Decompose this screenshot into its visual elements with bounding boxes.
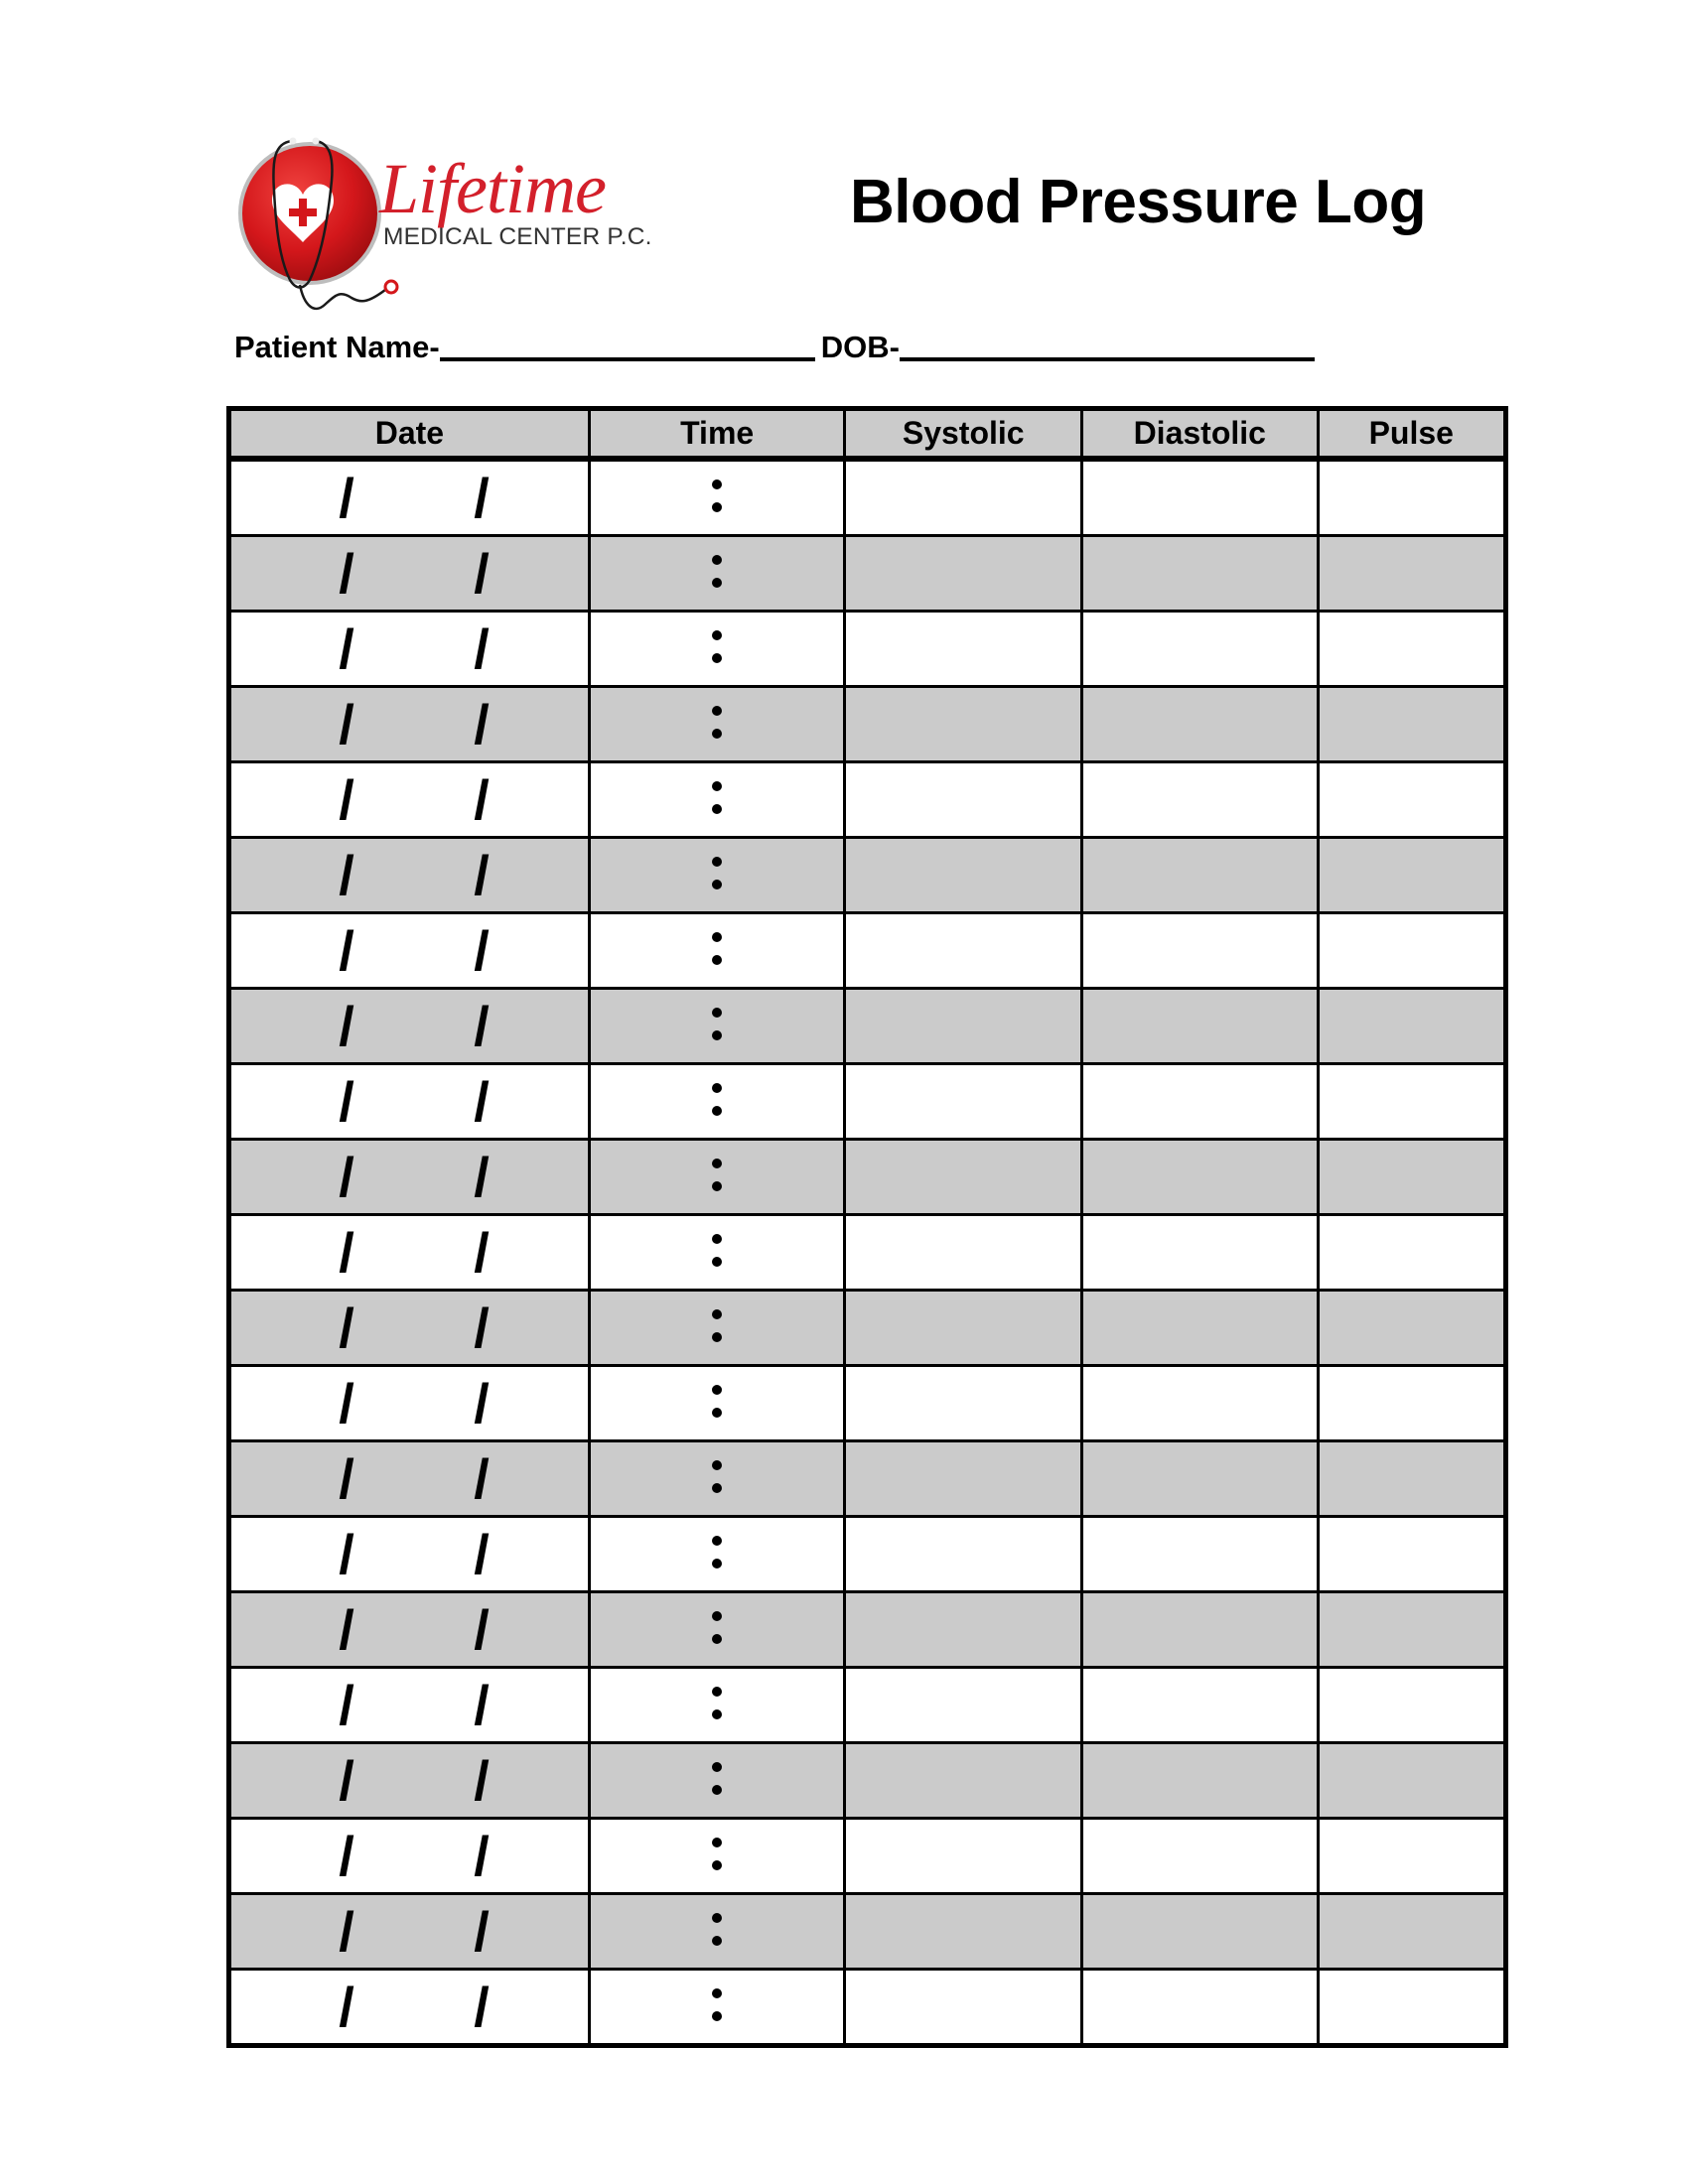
column-header-pulse: Pulse [1318, 409, 1505, 460]
time-cell[interactable] [589, 762, 845, 838]
pulse-cell[interactable] [1318, 1215, 1505, 1291]
date-cell[interactable] [229, 1819, 590, 1894]
table-row [229, 1592, 1506, 1668]
diastolic-cell[interactable] [1081, 536, 1318, 612]
systolic-cell[interactable] [845, 1064, 1082, 1140]
table-row [229, 687, 1506, 762]
diastolic-cell[interactable] [1081, 762, 1318, 838]
time-separator [712, 928, 722, 968]
table-row [229, 1668, 1506, 1743]
date-separator: / [339, 994, 354, 1057]
date-separator: / [339, 1899, 354, 1963]
time-separator [712, 1155, 722, 1194]
date-separator: / [474, 1673, 490, 1736]
diastolic-cell[interactable] [1081, 1215, 1318, 1291]
systolic-cell[interactable] [845, 1140, 1082, 1215]
date-separator: / [339, 1069, 354, 1133]
time-separator [712, 1381, 722, 1421]
pulse-cell[interactable] [1318, 1140, 1505, 1215]
column-header-time: Time [589, 409, 845, 460]
pulse-cell[interactable] [1318, 1668, 1505, 1743]
pulse-cell[interactable] [1318, 1517, 1505, 1592]
date-cell[interactable] [229, 612, 590, 687]
table-row [229, 1517, 1506, 1592]
date-cell[interactable] [229, 1366, 590, 1441]
date-separator: / [474, 767, 490, 831]
time-cell[interactable] [589, 612, 845, 687]
date-cell[interactable] [229, 1970, 590, 2046]
date-cell[interactable] [229, 838, 590, 913]
time-separator [712, 476, 722, 515]
pulse-cell[interactable] [1318, 1743, 1505, 1819]
time-cell[interactable] [589, 1970, 845, 2046]
date-cell[interactable] [229, 1215, 590, 1291]
date-cell[interactable] [229, 1668, 590, 1743]
time-separator [712, 1230, 722, 1270]
pulse-cell[interactable] [1318, 1441, 1505, 1517]
time-cell[interactable] [589, 1592, 845, 1668]
time-separator [712, 1834, 722, 1873]
date-cell[interactable] [229, 1064, 590, 1140]
blood-pressure-log-table [226, 406, 1508, 2048]
pulse-cell[interactable] [1318, 838, 1505, 913]
pulse-cell[interactable] [1318, 762, 1505, 838]
diastolic-cell[interactable] [1081, 1441, 1318, 1517]
table-row [229, 1064, 1506, 1140]
pulse-cell[interactable] [1318, 1894, 1505, 1970]
date-cell[interactable] [229, 989, 590, 1064]
pulse-cell[interactable] [1318, 989, 1505, 1064]
systolic-cell[interactable] [845, 459, 1082, 536]
logo-subtitle: MEDICAL CENTER P.C. [383, 223, 652, 250]
column-header-diastolic: Diastolic [1081, 409, 1318, 460]
systolic-cell[interactable] [845, 1894, 1082, 1970]
date-cell[interactable] [229, 536, 590, 612]
table-header-row [229, 409, 1506, 460]
pulse-cell[interactable] [1318, 913, 1505, 989]
time-separator [712, 777, 722, 817]
pulse-cell[interactable] [1318, 1064, 1505, 1140]
date-separator: / [474, 616, 490, 680]
diastolic-cell[interactable] [1081, 838, 1318, 913]
date-cell[interactable] [229, 1743, 590, 1819]
systolic-cell[interactable] [845, 838, 1082, 913]
systolic-cell[interactable] [845, 1215, 1082, 1291]
date-separator: / [474, 1069, 490, 1133]
date-separator: / [474, 994, 490, 1057]
date-separator: / [339, 1597, 354, 1661]
table-row [229, 1366, 1506, 1441]
time-cell[interactable] [589, 459, 845, 536]
table-row [229, 1291, 1506, 1366]
pulse-cell[interactable] [1318, 1970, 1505, 2046]
date-separator: / [339, 1220, 354, 1284]
date-separator: / [339, 1145, 354, 1208]
table-row [229, 913, 1506, 989]
pulse-cell[interactable] [1318, 459, 1505, 536]
systolic-cell[interactable] [845, 1366, 1082, 1441]
table-row [229, 762, 1506, 838]
time-cell[interactable] [589, 1366, 845, 1441]
date-separator: / [339, 843, 354, 906]
patient-name-field[interactable] [440, 328, 815, 361]
date-cell[interactable] [229, 762, 590, 838]
time-separator [712, 551, 722, 591]
table-row [229, 612, 1506, 687]
systolic-cell[interactable] [845, 536, 1082, 612]
time-separator [712, 1532, 722, 1571]
systolic-cell[interactable] [845, 1592, 1082, 1668]
dob-label: DOB- [820, 330, 900, 364]
systolic-cell[interactable] [845, 989, 1082, 1064]
systolic-cell[interactable] [845, 1291, 1082, 1366]
dob-field[interactable] [900, 328, 1315, 361]
table-row [229, 1215, 1506, 1291]
table-row [229, 1819, 1506, 1894]
date-cell[interactable] [229, 1441, 590, 1517]
date-separator: / [474, 541, 490, 605]
date-separator: / [339, 1748, 354, 1812]
time-cell[interactable] [589, 1517, 845, 1592]
time-separator [712, 1607, 722, 1647]
date-separator: / [474, 1975, 490, 2038]
time-separator [712, 1909, 722, 1949]
time-cell[interactable] [589, 1064, 845, 1140]
column-header-date: Date [229, 409, 590, 460]
table-row [229, 1970, 1506, 2046]
time-separator [712, 626, 722, 666]
table-row [229, 1140, 1506, 1215]
column-header-systolic: Systolic [845, 409, 1082, 460]
diastolic-cell[interactable] [1081, 1743, 1318, 1819]
time-cell[interactable] [589, 1819, 845, 1894]
pulse-cell[interactable] [1318, 612, 1505, 687]
date-separator: / [474, 466, 490, 529]
time-cell[interactable] [589, 989, 845, 1064]
time-separator [712, 1004, 722, 1043]
date-separator: / [474, 1220, 490, 1284]
diastolic-cell[interactable] [1081, 459, 1318, 536]
time-cell[interactable] [589, 1291, 845, 1366]
time-separator [712, 702, 722, 742]
date-separator: / [474, 1371, 490, 1434]
date-cell[interactable] [229, 1291, 590, 1366]
date-cell[interactable] [229, 687, 590, 762]
date-separator: / [339, 1296, 354, 1359]
diastolic-cell[interactable] [1081, 612, 1318, 687]
date-separator: / [339, 1446, 354, 1510]
date-separator: / [474, 1748, 490, 1812]
time-separator [712, 1984, 722, 2024]
diastolic-cell[interactable] [1081, 1970, 1318, 2046]
diastolic-cell[interactable] [1081, 1668, 1318, 1743]
time-separator [712, 1079, 722, 1119]
diastolic-cell[interactable] [1081, 913, 1318, 989]
diastolic-cell[interactable] [1081, 1894, 1318, 1970]
pulse-cell[interactable] [1318, 1291, 1505, 1366]
time-cell[interactable] [589, 1743, 845, 1819]
date-cell[interactable] [229, 459, 590, 536]
time-cell[interactable] [589, 838, 845, 913]
date-separator: / [339, 1673, 354, 1736]
date-cell[interactable] [229, 1517, 590, 1592]
systolic-cell[interactable] [845, 1970, 1082, 2046]
time-separator [712, 1758, 722, 1798]
date-separator: / [339, 1975, 354, 2038]
systolic-cell[interactable] [845, 1668, 1082, 1743]
date-separator: / [474, 692, 490, 755]
logo-wordmark: Lifetime [379, 149, 606, 228]
date-cell[interactable] [229, 913, 590, 989]
page-title: Blood Pressure Log [850, 168, 1427, 236]
date-separator: / [474, 1597, 490, 1661]
time-cell[interactable] [589, 1441, 845, 1517]
date-separator: / [339, 767, 354, 831]
table-row [229, 1743, 1506, 1819]
diastolic-cell[interactable] [1081, 1291, 1318, 1366]
systolic-cell[interactable] [845, 762, 1082, 838]
date-separator: / [339, 541, 354, 605]
diastolic-cell[interactable] [1081, 989, 1318, 1064]
date-separator: / [339, 1824, 354, 1887]
pulse-cell[interactable] [1318, 536, 1505, 612]
time-separator [712, 1305, 722, 1345]
time-separator [712, 1456, 722, 1496]
diastolic-cell[interactable] [1081, 1517, 1318, 1592]
pulse-cell[interactable] [1318, 1592, 1505, 1668]
pulse-cell[interactable] [1318, 1819, 1505, 1894]
diastolic-cell[interactable] [1081, 1140, 1318, 1215]
systolic-cell[interactable] [845, 1743, 1082, 1819]
time-cell[interactable] [589, 1894, 845, 1970]
date-separator: / [339, 616, 354, 680]
date-cell[interactable] [229, 1592, 590, 1668]
systolic-cell[interactable] [845, 687, 1082, 762]
table-row [229, 838, 1506, 913]
table-row [229, 459, 1506, 536]
diastolic-cell[interactable] [1081, 1366, 1318, 1441]
date-separator: / [339, 918, 354, 982]
date-cell[interactable] [229, 1894, 590, 1970]
pulse-cell[interactable] [1318, 687, 1505, 762]
date-separator: / [339, 1371, 354, 1434]
date-separator: / [339, 466, 354, 529]
date-separator: / [339, 692, 354, 755]
date-separator: / [474, 1446, 490, 1510]
date-separator: / [474, 1522, 490, 1585]
date-separator: / [474, 918, 490, 982]
systolic-cell[interactable] [845, 1441, 1082, 1517]
date-separator: / [474, 1824, 490, 1887]
time-cell[interactable] [589, 1140, 845, 1215]
date-separator: / [474, 1899, 490, 1963]
systolic-cell[interactable] [845, 1517, 1082, 1592]
table-row [229, 989, 1506, 1064]
systolic-cell[interactable] [845, 913, 1082, 989]
time-cell[interactable] [589, 687, 845, 762]
diastolic-cell[interactable] [1081, 1819, 1318, 1894]
table-row [229, 1894, 1506, 1970]
date-separator: / [474, 843, 490, 906]
table-row [229, 536, 1506, 612]
diastolic-cell[interactable] [1081, 687, 1318, 762]
date-separator: / [339, 1522, 354, 1585]
time-cell[interactable] [589, 1215, 845, 1291]
time-cell[interactable] [589, 1668, 845, 1743]
date-separator: / [474, 1296, 490, 1359]
patient-name-label: Patient Name- [234, 330, 440, 364]
time-cell[interactable] [589, 913, 845, 989]
table-row [229, 1441, 1506, 1517]
patient-info-line [234, 324, 1315, 367]
time-cell[interactable] [589, 536, 845, 612]
clinic-logo [230, 131, 652, 320]
time-separator [712, 853, 722, 892]
diastolic-cell[interactable] [1081, 1064, 1318, 1140]
date-cell[interactable] [229, 1140, 590, 1215]
pulse-cell[interactable] [1318, 1366, 1505, 1441]
time-separator [712, 1683, 722, 1722]
systolic-cell[interactable] [845, 612, 1082, 687]
systolic-cell[interactable] [845, 1819, 1082, 1894]
date-separator: / [474, 1145, 490, 1208]
diastolic-cell[interactable] [1081, 1592, 1318, 1668]
